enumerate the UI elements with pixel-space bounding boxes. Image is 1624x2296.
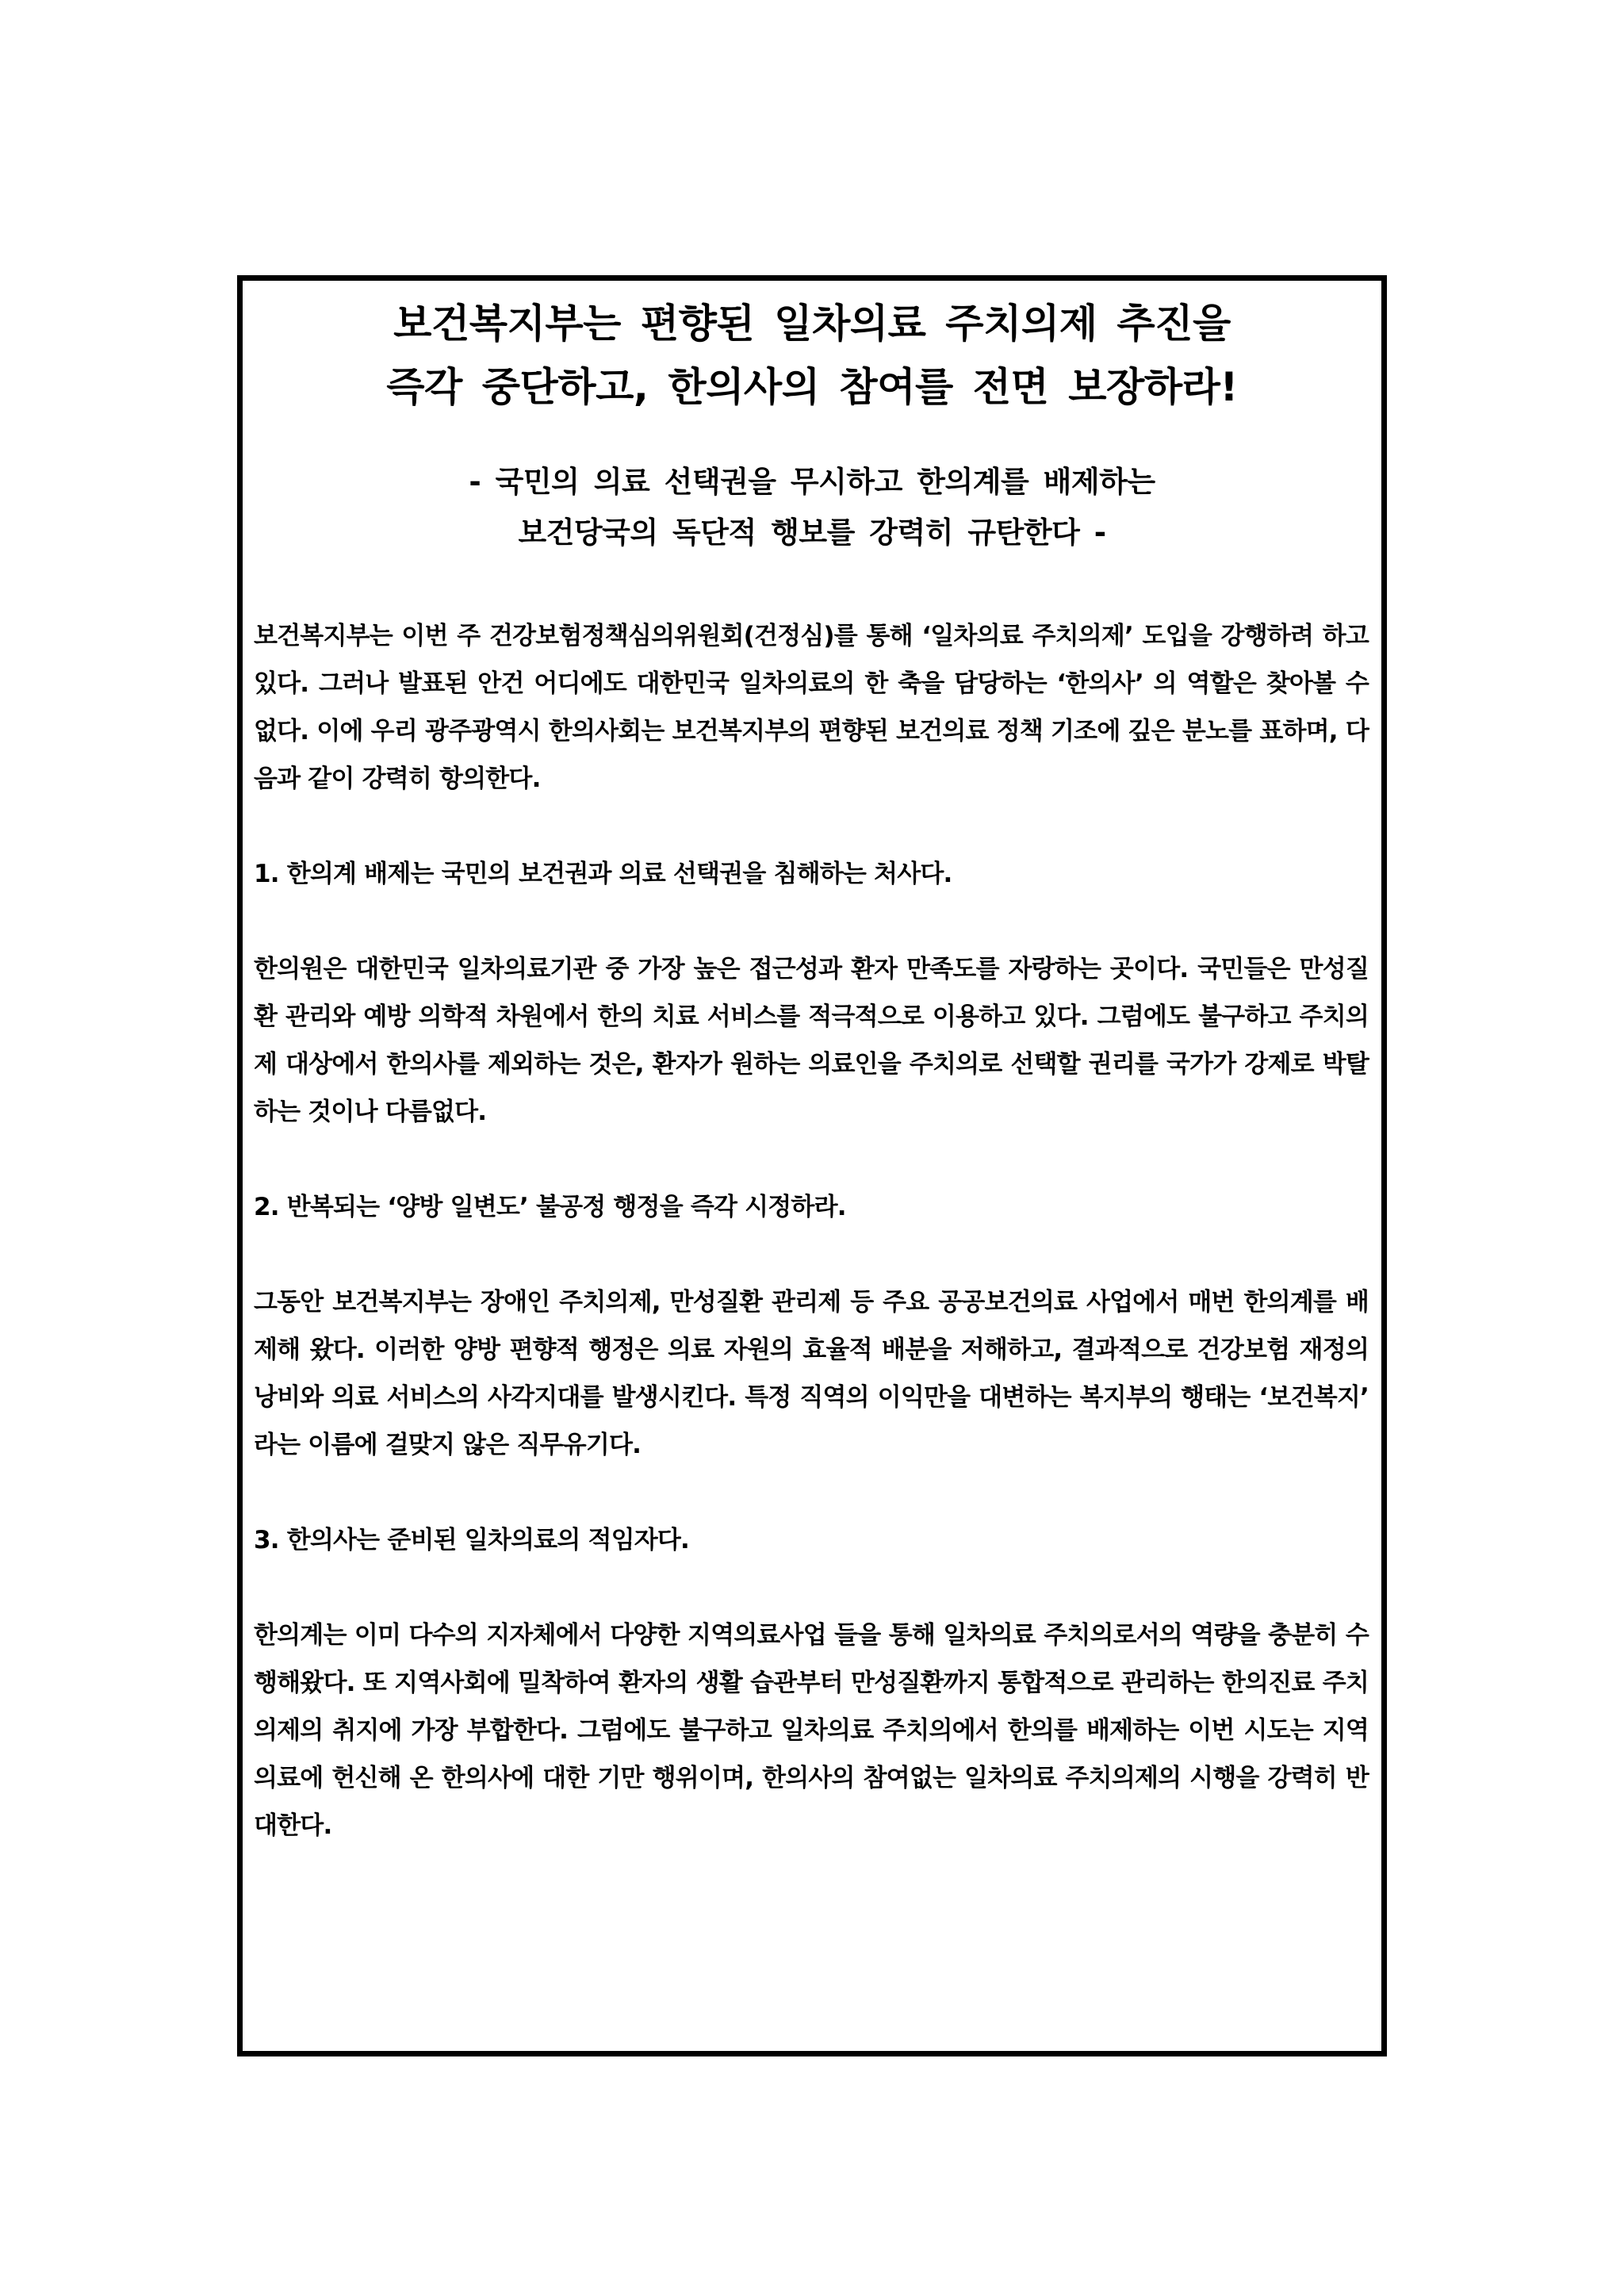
- section-heading-1: 1. 한의계 배제는 국민의 보건권과 의료 선택권을 침해하는 처사다.: [254, 860, 952, 888]
- section-body-3: 한의계는 이미 다수의 지자체에서 다양한 지역의료사업 들을 통해 일차의료 주치의로서의 역량을 충분히 수행해왔다. 또 지역사회에 밀착하여 환자의 생활 습관부터 만성질환까지 통합적으로 관리하는 한의진료 주치의제의 취지에 가장 부합한다. 그럼에도 불구하고 일차의료 주치의에서 한의를 배제하는 이번 시도는 지역 의료에 헌신해 온 한의사에 대한 기만 행위이며, 한의사의 참여없는 일차의료 주치의제의 시행을 강력히 반대한다.: [254, 1621, 1369, 1840]
- subtitle-line-1: - 국민의 의료 선택권을 무시하고 한의계를 배제하는: [469, 465, 1155, 499]
- statement-body: [254, 612, 1369, 1897]
- section-body-2: 그동안 보건복지부는 장애인 주치의제, 만성질환 관리제 등 주요 공공보건의료 사업에서 매번 한의계를 배제해 왔다. 이러한 양방 편향적 행정은 의료 자원의 효율적 배분을 저해하고, 결과적으로 건강보험 재정의 낭비와 의료 서비스의 사각지대를 발생시킨다. 특정 직역의 이익만을 대변하는 복지부의 행태는 ‘보건복지’ 라는 이름에 걸맞지 않은 직무유기다.: [254, 1288, 1369, 1459]
- subtitle: [243, 457, 1381, 558]
- title-line-1: 보건복지부는 편향된 일차의료 주치의제 추진을: [393, 301, 1231, 347]
- statement-frame: [237, 275, 1387, 2056]
- subtitle-line-2: 보건당국의 독단적 행보를 강력히 규탄한다 -: [518, 516, 1106, 550]
- section-body-1: 한의원은 대한민국 일차의료기관 중 가장 높은 접근성과 환자 만족도를 자랑하는 곳이다. 국민들은 만성질환 관리와 예방 의학적 차원에서 한의 치료 서비스를 적극적으로 이용하고 있다. 그럼에도 불구하고 주치의제 대상에서 한의사를 제외하는 것은, 환자가 원하는 의료인을 주치의로 선택할 권리를 국가가 강제로 박탈하는 것이나 다름없다.: [254, 955, 1369, 1126]
- section-heading-2: 2. 반복되는 ‘양방 일변도’ 불공정 행정을 즉각 시정하라.: [254, 1193, 846, 1221]
- title-line-2: 즉각 중단하고, 한의사의 참여를 전면 보장하라!: [386, 364, 1238, 410]
- page-title: [243, 292, 1381, 419]
- section-heading-3: 3. 한의사는 준비된 일차의료의 적임자다.: [254, 1526, 690, 1554]
- intro-paragraph: 보건복지부는 이번 주 건강보험정책심의위원회(건정심)를 통해 ‘일차의료 주치의제’ 도입을 강행하려 하고 있다. 그러나 발표된 안건 어디에도 대한민국 일차의료의 한 축을 담당하는 ‘한의사’ 의 역할은 찾아볼 수 없다. 이에 우리 광주광역시 한의사회는 보건복지부의 편향된 보건의료 정책 기조에 깊은 분노를 표하며, 다음과 같이 강력히 항의한다.: [254, 622, 1369, 793]
